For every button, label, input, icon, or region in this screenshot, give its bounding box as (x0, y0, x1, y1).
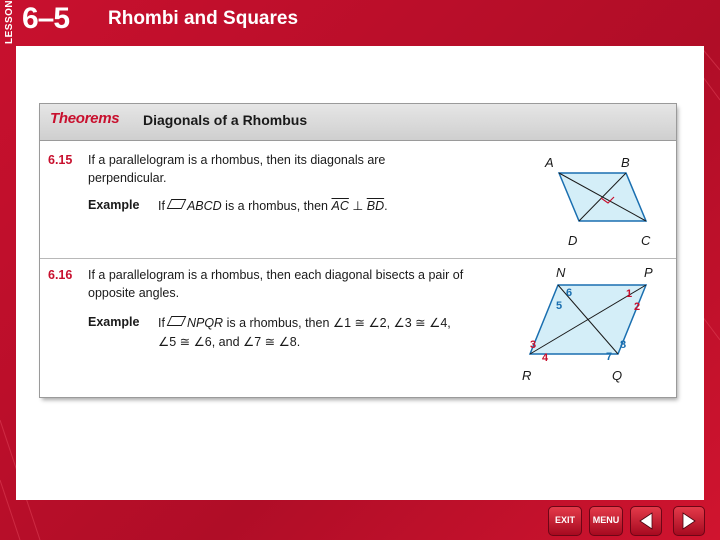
lesson-number: 6–5 (22, 2, 70, 35)
theorem-statement: If a parallelogram is a rhombus, then its diagonals are perpendicular. (88, 153, 386, 185)
menu-button[interactable]: MENU (589, 506, 623, 536)
back-button[interactable] (630, 506, 662, 536)
example-text: If NPQR is a rhombus, then ∠1 ≅ ∠2, ∠3 ≅ ∠4, ∠5 ≅ ∠6, and ∠7 ≅ ∠8. (158, 316, 451, 349)
vertex-label-r: R (522, 368, 532, 383)
theorem-statement: If a parallelogram is a rhombus, then each diagonal bisects a pair of opposite angles. (88, 268, 464, 300)
vertex-label-a: A (545, 155, 554, 170)
example-text: If ABCD is a rhombus, then $\overline{AC}$ ⊥ $\overline{BD}$. (158, 199, 388, 213)
theorems-label: Theorems (50, 110, 120, 127)
theorem-row (40, 141, 676, 259)
example-label: Example (88, 198, 140, 212)
vertex-label-b: B (621, 155, 630, 170)
vertex-label-p: P (644, 265, 653, 280)
triangle-left-icon (631, 507, 661, 535)
rhombus-figure-abcd (535, 141, 665, 256)
lesson-label: LESSON (4, 0, 15, 44)
theorem-number: 6.15 (48, 153, 73, 167)
theorem-box (40, 104, 676, 397)
vertex-label-n: N (556, 265, 566, 280)
parallelogram-icon (167, 199, 187, 209)
theorem-box-title: Diagonals of a Rhombus (143, 112, 308, 128)
vertex-label-c: C (641, 233, 651, 248)
angle-label: 2 (634, 301, 641, 313)
angle-label: 8 (620, 339, 627, 351)
page-title: Rhombi and Squares (108, 8, 299, 29)
triangle-right-icon (674, 507, 704, 535)
theorem-number: 6.16 (48, 268, 73, 282)
angle-label: 5 (556, 300, 563, 312)
angle-label: 6 (566, 287, 573, 299)
parallelogram-icon (167, 316, 187, 326)
vertex-label-d: D (568, 233, 578, 248)
angle-label: 1 (626, 288, 633, 300)
exit-button[interactable]: EXIT (548, 506, 582, 536)
angle-label: 4 (542, 352, 549, 364)
theorem-box-header (40, 104, 676, 141)
angle-label: 3 (530, 339, 537, 351)
theorem-row (40, 259, 676, 397)
example-label: Example (88, 315, 140, 329)
forward-button[interactable] (673, 506, 705, 536)
angle-label: 7 (606, 351, 613, 363)
rhombus-figure-npqr (520, 259, 670, 394)
vertex-label-q: Q (612, 368, 623, 383)
